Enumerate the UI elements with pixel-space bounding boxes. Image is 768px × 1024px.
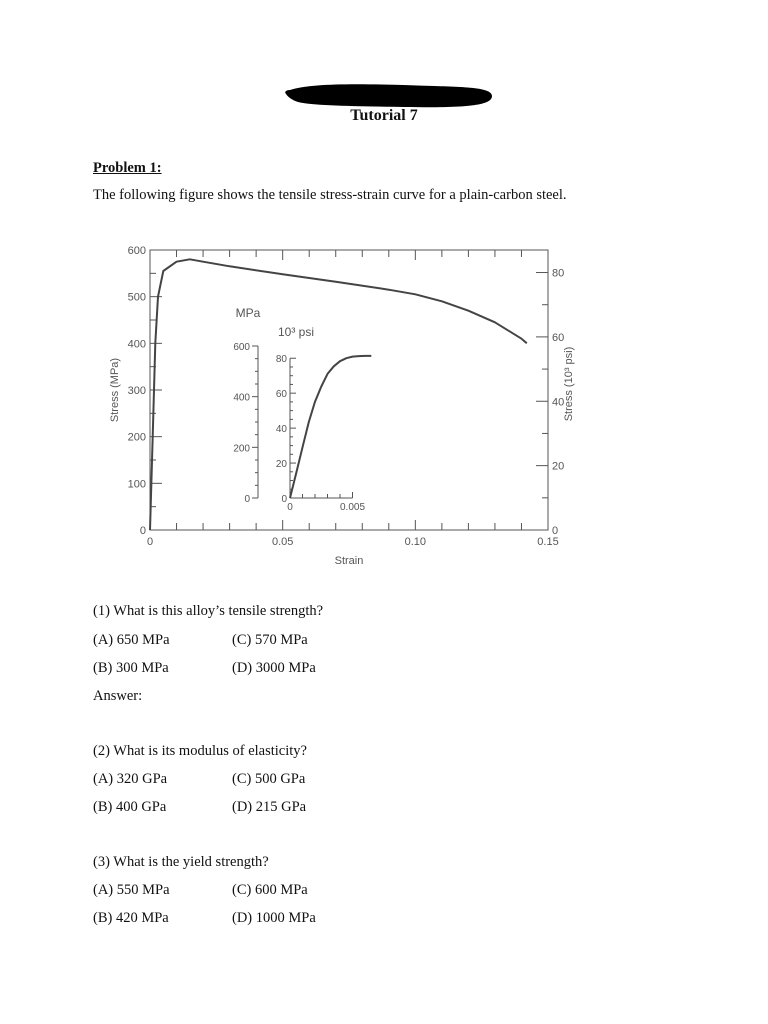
q2-option-b: (B) 400 GPa — [93, 799, 167, 815]
q3-option-d: (D) 1000 MPa — [232, 910, 316, 926]
inset-left-tick-label: 0 — [244, 494, 250, 505]
redaction-mark — [284, 84, 494, 108]
q3-option-c: (C) 600 MPa — [232, 882, 308, 898]
y-tick-label: 600 — [127, 245, 146, 257]
y-tick-label: 200 — [127, 431, 146, 444]
x-axis-label: Strain — [334, 555, 364, 567]
q1-option-a: (A) 650 MPa — [93, 632, 170, 648]
y-tick-label: 100 — [127, 478, 146, 491]
x-tick-label: 0 — [146, 536, 154, 548]
inset-left-tick-label: 600 — [233, 342, 250, 353]
q1-option-c: (C) 570 MPa — [232, 632, 308, 648]
q1-option-b: (B) 300 MPa — [93, 660, 169, 676]
problem-heading: Problem 1: — [93, 160, 162, 176]
inset-x-tick-label: 0.005 — [339, 502, 366, 513]
y-tick-label: 300 — [127, 385, 146, 397]
stress-strain-chart — [100, 242, 580, 574]
y-right-tick-label: 0 — [552, 525, 559, 537]
inset-unit-psi: 10³ psi — [277, 325, 315, 339]
y-right-axis-label: Stress (10³ psi) — [563, 346, 575, 422]
question-1: (1) What is this alloy’s tensile strength? — [93, 603, 324, 619]
answer-label: Answer: — [93, 688, 143, 704]
inset-left-tick-label: 400 — [233, 392, 250, 404]
inset-left-tick-label: 200 — [233, 443, 250, 455]
y-tick-label: 0 — [139, 525, 146, 537]
y-right-tick-label: 60 — [552, 331, 565, 344]
stress-strain-curve — [150, 259, 527, 530]
q1-option-d: (D) 3000 MPa — [232, 660, 316, 676]
y-tick-label: 400 — [127, 338, 146, 351]
y-tick-label: 500 — [127, 291, 146, 304]
q2-option-c: (C) 500 GPa — [232, 771, 306, 787]
q2-option-a: (A) 320 GPa — [93, 771, 168, 787]
y-right-tick-label: 20 — [552, 460, 565, 473]
question-2: (2) What is its modulus of elasticity? — [93, 743, 307, 759]
y-axis-label: Stress (MPa) — [109, 357, 121, 423]
y-right-tick-label: 40 — [552, 396, 565, 409]
inset-psi-tick-label: 0 — [281, 494, 287, 505]
x-tick-label: 0.10 — [404, 536, 427, 548]
inset-psi-tick-label: 80 — [275, 354, 287, 366]
problem-intro: The following figure shows the tensile stress-strain curve for a plain-carbon steel. — [93, 187, 567, 203]
q2-option-d: (D) 215 GPa — [232, 799, 307, 815]
question-3: (3) What is the yield strength? — [93, 854, 269, 870]
inset-psi-tick-label: 60 — [275, 389, 287, 401]
inset-psi-tick-label: 20 — [275, 459, 287, 471]
x-tick-label: 0.05 — [271, 536, 294, 548]
q3-option-a: (A) 550 MPa — [93, 882, 170, 898]
inset-psi-tick-label: 40 — [275, 424, 287, 436]
plot-frame — [150, 250, 548, 530]
inset-curve — [290, 356, 371, 498]
inset-x-tick-label: 0 — [287, 502, 293, 513]
q3-option-b: (B) 420 MPa — [93, 910, 169, 926]
page-title: Tutorial 7 — [350, 107, 418, 124]
x-tick-label: 0.15 — [537, 536, 559, 548]
inset-unit-mpa: MPa — [235, 306, 261, 320]
y-right-tick-label: 80 — [552, 267, 565, 280]
